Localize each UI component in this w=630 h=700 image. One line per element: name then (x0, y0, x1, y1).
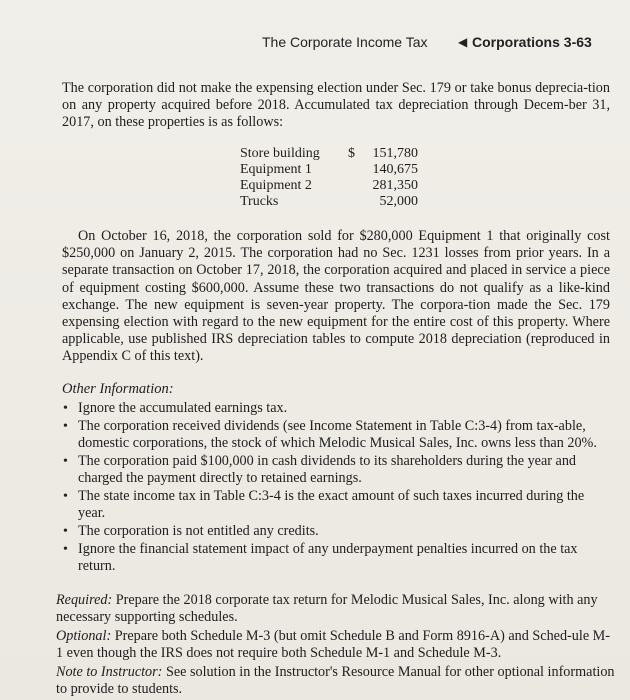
list-item-text: The corporation is not entitled any credits. (78, 523, 319, 539)
depreciation-amount: 140,675 (372, 162, 418, 177)
running-head-page-number: Corporations 3-63 (472, 34, 592, 50)
list-item (62, 541, 612, 575)
table-row (240, 178, 418, 194)
other-information-heading: Other Information: (62, 381, 174, 397)
optional-paragraph (56, 628, 616, 662)
list-item-text: The corporation received dividends (see Income Statement in Table C:3-4) from tax-able, domestic corporations, the stock of which Melodic Musical Sales, Inc. owns less than 20%. (78, 418, 597, 451)
required-label: Required: (56, 592, 113, 608)
running-head-chapter-title: The Corporate Income Tax (262, 34, 428, 50)
note-text: See solution in the Instructor's Resource Manual for other optional information to provide to students. (56, 664, 615, 697)
depreciation-amount: 52,000 (379, 194, 418, 209)
table-row (240, 162, 418, 178)
list-item (62, 400, 612, 417)
depreciation-amount: 151,780 (372, 146, 418, 161)
asset-label: Trucks (240, 194, 279, 209)
bullet-icon: • (63, 524, 68, 539)
list-item (62, 488, 612, 522)
asset-label: Store building (240, 146, 320, 161)
note-label: Note to Instructor: (56, 664, 163, 680)
sale-paragraph: On October 16, 2018, the corporation sold for $280,000 Equipment 1 that originally cost $250,000 on January 2, 2015. The corporation had no Sec. 1231 losses from prior years. In a separate transaction on October 17, 2018, the corporation acquired and placed in service a piece of equipment costing $600,000. Assume these two transactions do not qualify as a like-kind exchange. The new equipment is seven-year property. The corpora-tion made the Sec. 179 expensing election with regard to the new equipment for the entire cost of this property. Where applicable, use published IRS depreciation tables to compute 2018 depreciation (reproduced in Appendix C of this text). (62, 228, 610, 365)
list-item (62, 418, 612, 452)
depreciation-amount: 281,350 (372, 178, 418, 193)
asset-label: Equipment 2 (240, 178, 312, 193)
bullet-icon: • (63, 454, 68, 469)
currency-symbol: $ (348, 146, 355, 161)
bullet-icon: • (63, 489, 68, 504)
currency-symbol (348, 162, 362, 178)
note-to-instructor-paragraph (56, 664, 616, 698)
other-information-list (62, 400, 612, 576)
list-item (62, 523, 612, 540)
optional-label: Optional: (56, 628, 112, 644)
currency-symbol (348, 178, 362, 194)
bullet-icon: • (63, 542, 68, 557)
list-item-text: Ignore the accumulated earnings tax. (78, 400, 288, 416)
optional-text: Prepare both Schedule M-3 (but omit Schedule B and Form 8916-A) and Sched-ule M-1 even though the IRS does not require both Schedule M-1 and Schedule M-3. (56, 628, 610, 661)
list-item-text: Ignore the financial statement impact of any underpayment penalties incurred on the tax return. (78, 541, 578, 574)
currency-symbol (348, 194, 362, 210)
accumulated-depreciation-table (240, 146, 418, 210)
list-item-text: The corporation paid $100,000 in cash dividends to its shareholders during the year and charged the payment directly to retained earnings. (78, 453, 577, 486)
list-item-text: The state income tax in Table C:3-4 is the exact amount of such taxes incurred during the year. (78, 488, 585, 521)
required-text: Prepare the 2018 corporate tax return for Melodic Musical Sales, Inc. along with any necessary supporting schedules. (56, 592, 598, 625)
table-row (240, 194, 418, 210)
intro-paragraph: The corporation did not make the expensing election under Sec. 179 or take bonus deprecia-tion on any property acquired before 2018. Accumulated tax depreciation through Decem-ber 31, 2017, on these properties is as follows: (62, 80, 610, 131)
required-paragraph (56, 592, 616, 626)
table-row (240, 146, 418, 162)
list-item (62, 453, 612, 487)
bullet-icon: • (63, 401, 68, 416)
left-triangle-icon: ◀ (458, 35, 468, 49)
asset-label: Equipment 1 (240, 162, 312, 177)
bullet-icon: • (63, 419, 68, 434)
